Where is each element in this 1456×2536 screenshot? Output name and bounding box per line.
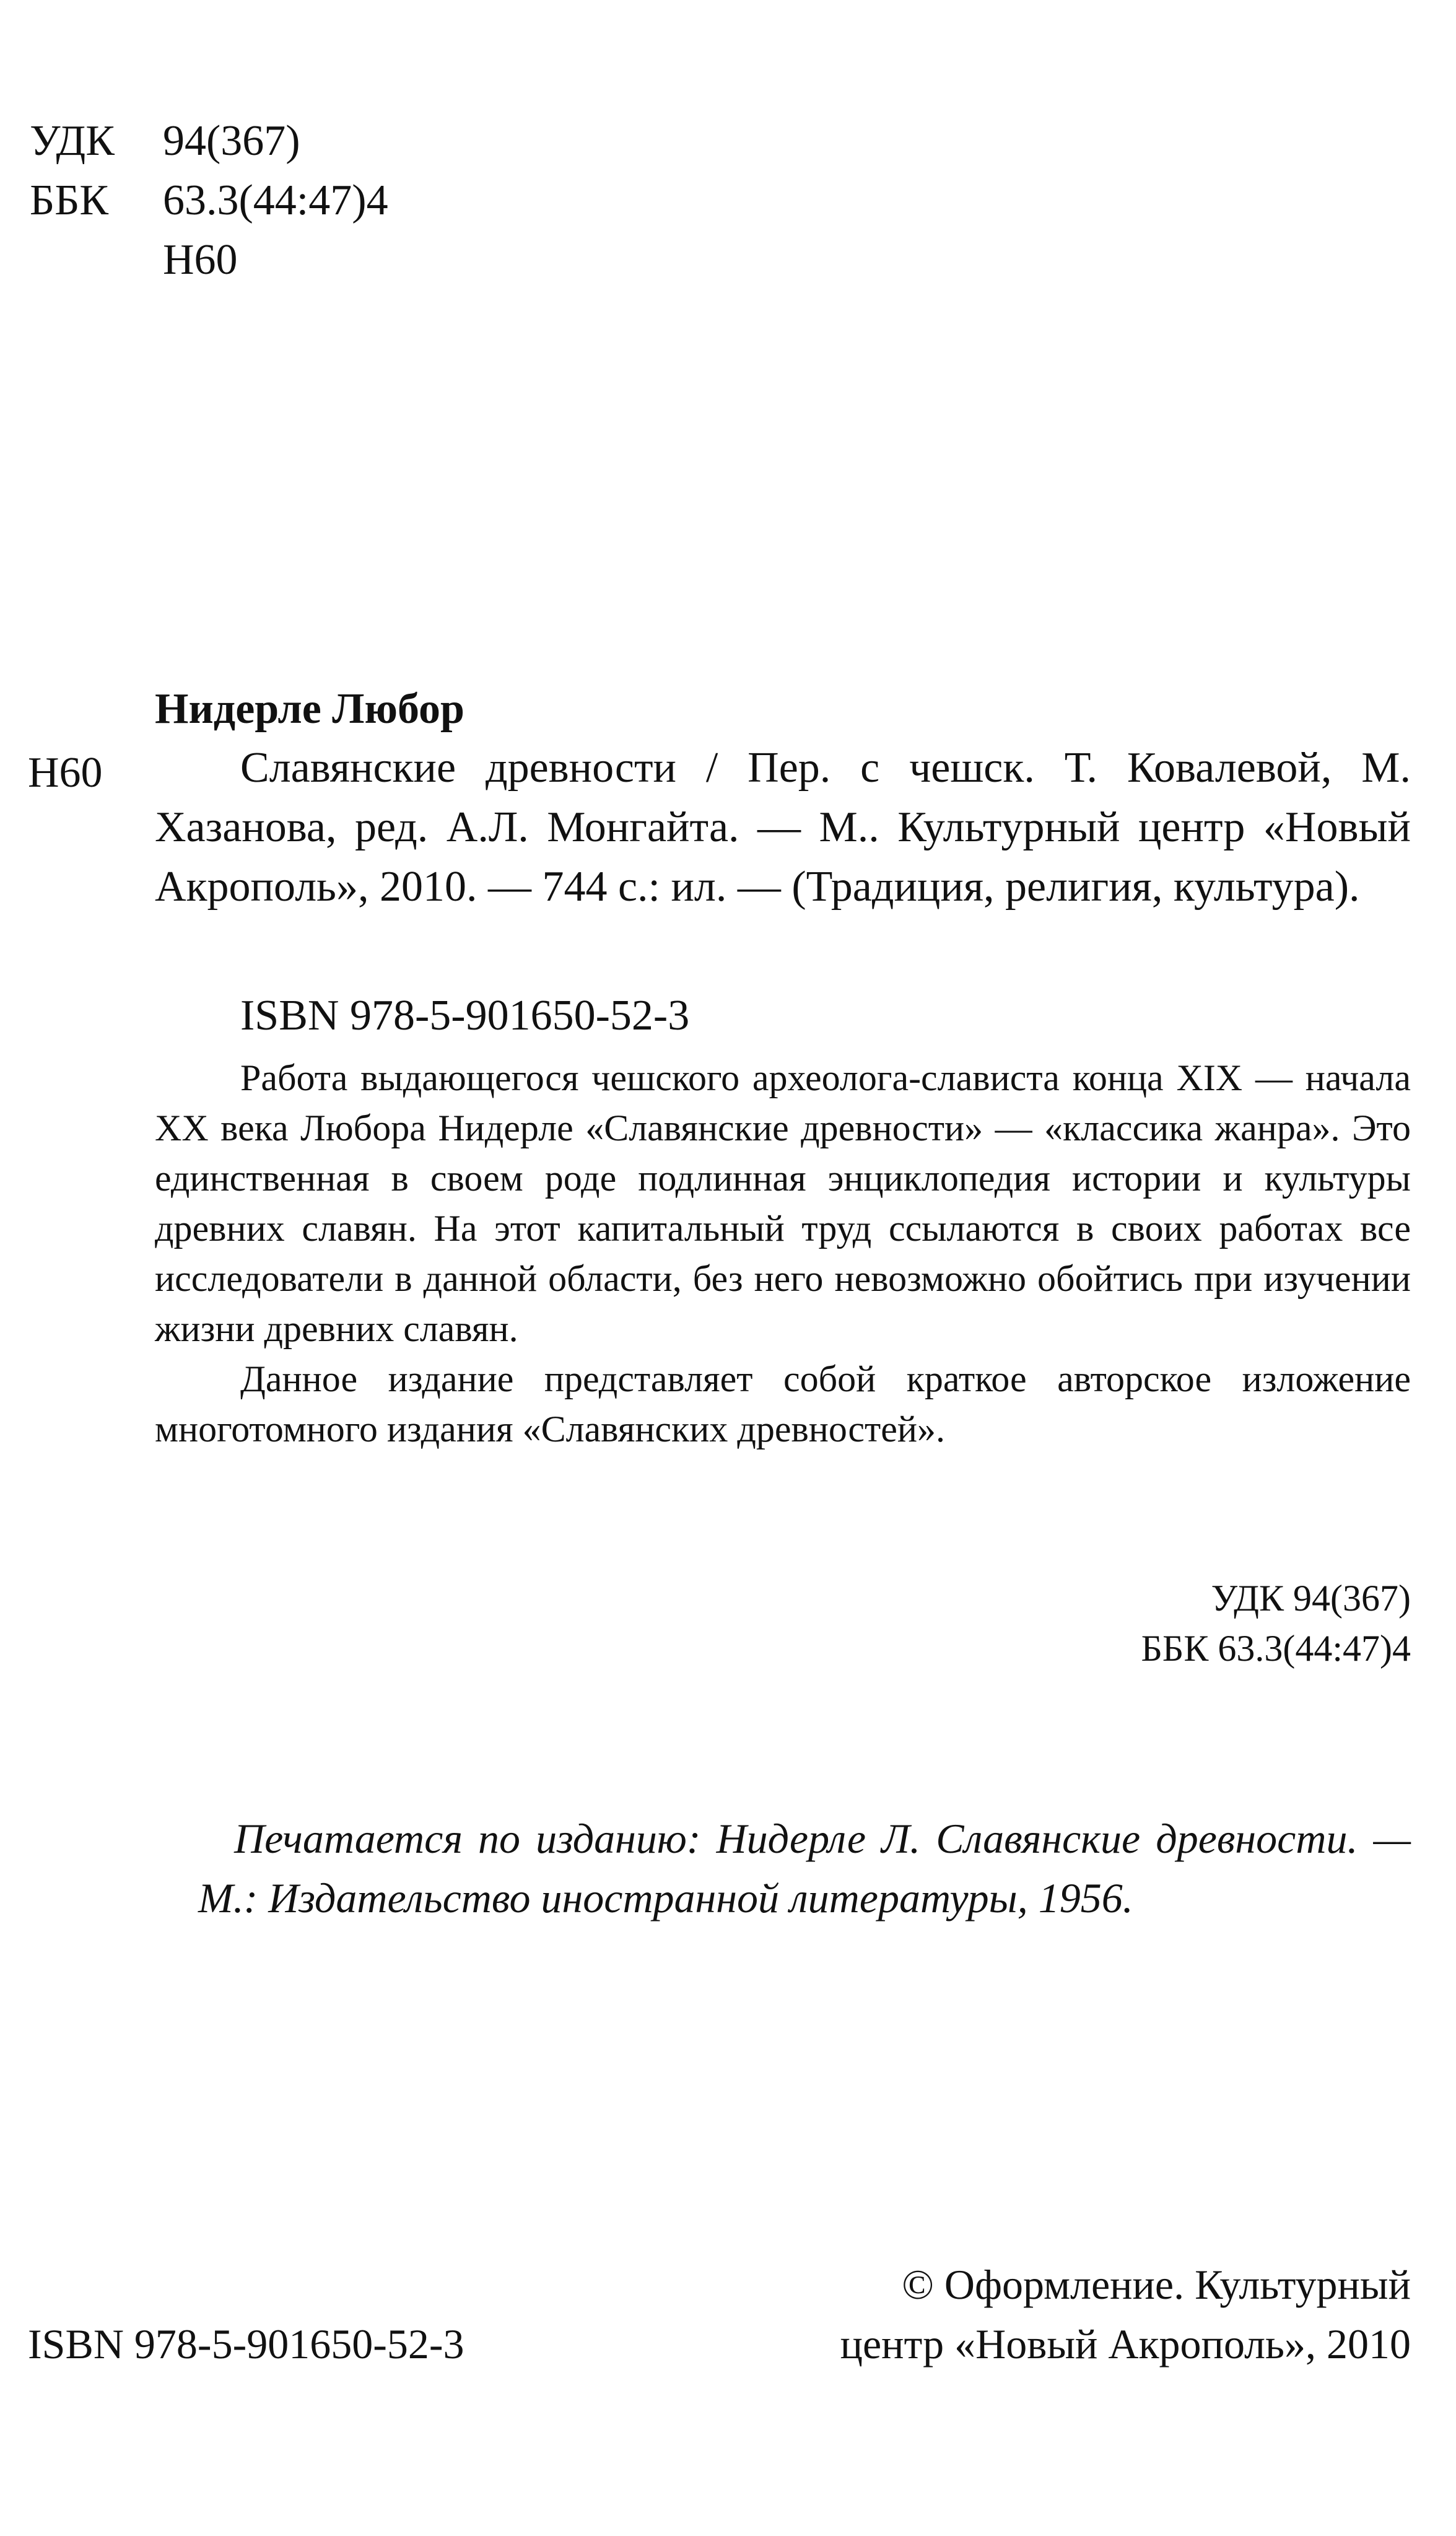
bbk-bottom: ББК 63.3(44:47)4 bbox=[1141, 1628, 1411, 1669]
bbk-value: 63.3(44:47)4 bbox=[163, 177, 388, 224]
bbk-line bbox=[30, 171, 388, 230]
footer-isbn: ISBN 978-5-901650-52-3 bbox=[28, 2320, 464, 2368]
card-author: Нидерле Любор bbox=[155, 685, 464, 733]
udk-value: 94(367) bbox=[163, 117, 300, 165]
udk-line bbox=[30, 111, 388, 171]
classification-top bbox=[30, 111, 388, 290]
card-description: Славянские древности / Пер. с чешск. Т. Ковалевой, М. Хазанова, ред. А.Л. Монгайта. — М.. Культурный центр «Новый Акрополь», 2010. — 744 с.: ил. — (Традиция, религия, культура). bbox=[155, 744, 1411, 911]
source-note: Печатается по изданию: Нидерле Л. Славянские древности. — М.: Издательство иностранной литературы, 1956. bbox=[198, 1815, 1411, 1922]
card-author-sign: Н60 bbox=[28, 749, 103, 797]
copyright-line-2: центр «Новый Акрополь», 2010 bbox=[840, 2320, 1411, 2368]
author-sign: Н60 bbox=[163, 236, 238, 284]
card-isbn: ISBN 978-5-901650-52-3 bbox=[240, 992, 690, 1039]
bbk-label: ББК bbox=[30, 177, 109, 224]
classification-bottom bbox=[1141, 1573, 1411, 1674]
copyright-line-1: © Оформление. Культурный bbox=[902, 2261, 1411, 2308]
copyright bbox=[840, 2255, 1411, 2374]
annotation-paragraph-2: Данное издание представляет собой краткое авторское изложение многотомного издания «Славянских древностей». bbox=[155, 1358, 1411, 1449]
annotation-paragraph-1: Работа выдающегося чешского археолога-слависта конца XIX — начала XX века Любора Нидерле «Славянские древности» — «классика жанра». Это единственная в своем роде подлинная энциклопедия истории и культуры древних славян. На этот капитальный труд ссылаются в своих работах все исследователи в данной области, без него невозможно обойтись при изучении жизни древних славян. bbox=[155, 1057, 1411, 1349]
annotation bbox=[155, 1053, 1411, 1454]
udk-label: УДК bbox=[30, 117, 115, 165]
author-sign-line bbox=[30, 230, 388, 290]
udk-bottom: УДК 94(367) bbox=[1211, 1578, 1411, 1619]
